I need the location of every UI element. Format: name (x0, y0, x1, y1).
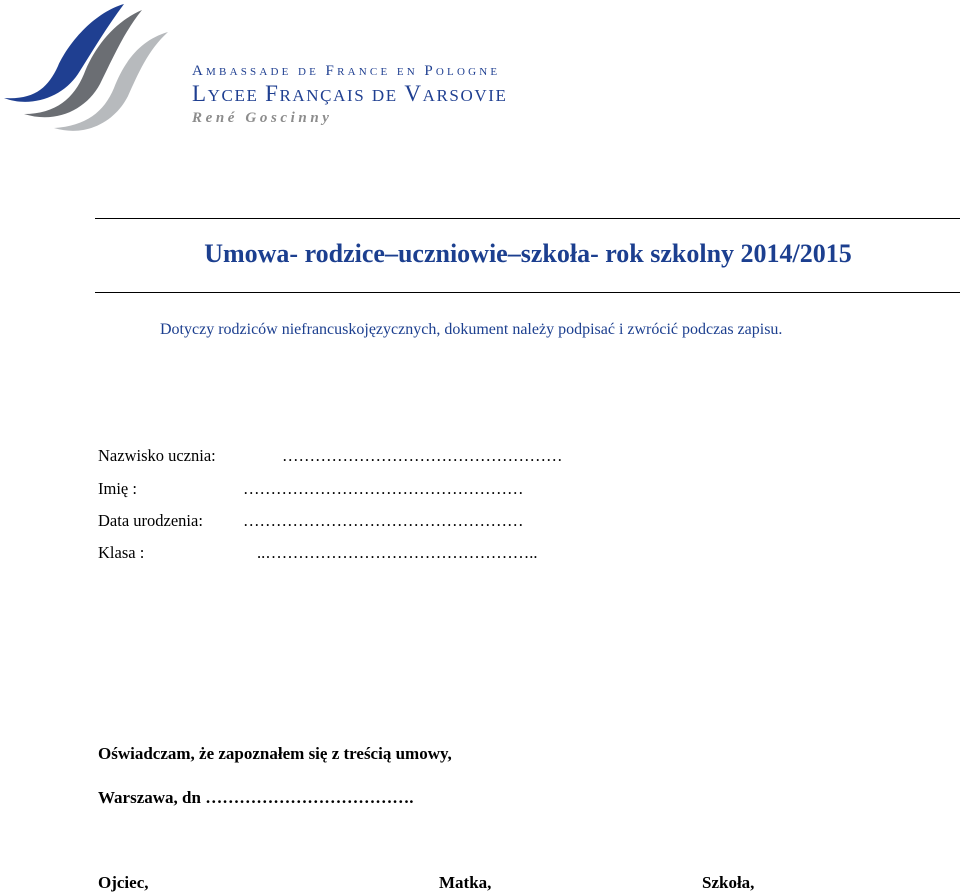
declaration-statement: Oświadczam, że zapoznałem się z treścią umowy, (98, 744, 452, 763)
place-date-line[interactable]: Warszawa, dn ………………………………. (98, 788, 414, 807)
school-logo-swoosh-icon (0, 0, 175, 140)
field-label-birth-date: Data urodzenia: (98, 511, 203, 530)
signature-father: Ojciec, (98, 873, 149, 892)
document-note: Dotyczy rodziców niefrancuskojęzycznych, dokument należy podpisać i zwrócić podczas zapisu. (160, 321, 783, 338)
field-surname-blank[interactable]: …………………………………………… (282, 446, 563, 465)
logo-patron-name: René Goscinny (192, 110, 333, 126)
school-logo-text (192, 63, 507, 127)
top-rule (95, 218, 960, 219)
signature-school: Szkoła, (702, 873, 755, 892)
field-label-class: Klasa : (98, 543, 145, 562)
signature-mother: Matka, (439, 873, 492, 892)
field-label-first-name: Imię : (98, 479, 137, 498)
logo-school-name: LYCEE FRANÇAIS DE VARSOVIE (192, 81, 508, 106)
logo-embassy-line: AMBASSADE DE FRANCE EN POLOGNE (192, 63, 501, 79)
field-first-name-blank[interactable]: …………………………………………… (243, 479, 524, 498)
bottom-rule (95, 292, 960, 293)
document-title: Umowa- rodzice–uczniowie–szkoła- rok szkolny 2014/2015 (204, 239, 852, 268)
field-label-surname: Nazwisko ucznia: (98, 446, 216, 465)
field-birth-date-blank[interactable]: …………………………………………… (243, 511, 524, 530)
field-class-blank[interactable]: ..………………………………………….. (257, 543, 538, 562)
